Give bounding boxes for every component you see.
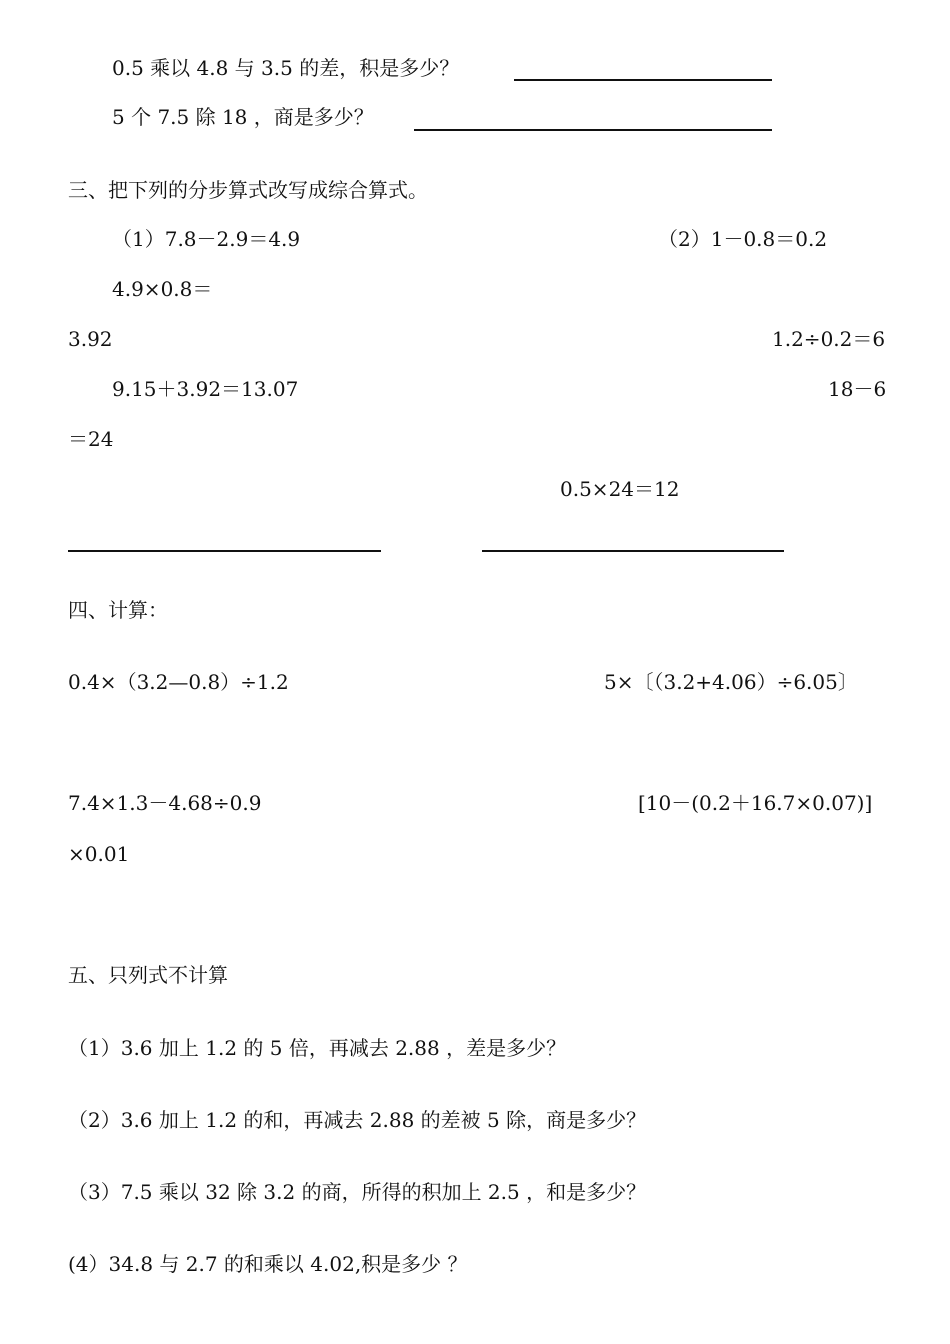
problem-1-step-2-result: 3.92 — [68, 327, 113, 351]
problem-2-step-2: 1.2÷0.2＝6 — [772, 327, 886, 351]
calc-expression-continued: ×0.01 — [68, 842, 130, 866]
answer-line[interactable] — [514, 79, 772, 81]
answer-line[interactable] — [482, 550, 784, 552]
answer-line[interactable] — [414, 129, 772, 131]
question-text: 5 个 7.5 除 18 ，商是多少？ — [112, 105, 374, 129]
problem-2-step-4: 0.5×24＝12 — [560, 477, 680, 501]
list-item: （2）3.6 加上 1.2 的和，再减去 2.88 的差被 5 除，商是多少？ — [68, 1108, 647, 1132]
problem-1-step-2: 4.9×0.8＝ — [112, 277, 213, 301]
answer-line[interactable] — [68, 550, 381, 552]
list-item: (4）34.8 与 2.7 的和乘以 4.02,积是多少 ？ — [68, 1252, 468, 1276]
question-text: 0.5 乘以 4.8 与 3.5 的差，积是多少？ — [112, 56, 460, 80]
problem-1-step-1: （1）7.8－2.9＝4.9 — [112, 227, 301, 251]
problem-2-step-3: 18－6 — [828, 377, 887, 401]
problem-1-step-3: 9.15＋3.92＝13.07 — [112, 377, 299, 401]
section-title: 三、把下列的分步算式改写成综合算式。 — [68, 178, 428, 202]
list-item: （1）3.6 加上 1.2 的 5 倍，再减去 2.88 ，差是多少？ — [68, 1036, 567, 1060]
calc-expression: 7.4×1.3－4.68÷0.9 — [68, 791, 262, 815]
section-title: 五、只列式不计算 — [68, 963, 228, 987]
calc-expression: 5×〔（3.2+4.06）÷6.05〕 — [604, 670, 858, 694]
problem-2-step-3-result: ＝24 — [68, 427, 114, 451]
problem-2-step-1: （2）1－0.8＝0.2 — [658, 227, 828, 251]
list-item: （3）7.5 乘以 32 除 3.2 的商，所得的积加上 2.5 ，和是多少？ — [68, 1180, 647, 1204]
section-title: 四、计算： — [68, 598, 168, 622]
calc-expression: [10－(0.2＋16.7×0.07)] — [638, 791, 873, 815]
calc-expression: 0.4×（3.2—0.8）÷1.2 — [68, 670, 289, 694]
